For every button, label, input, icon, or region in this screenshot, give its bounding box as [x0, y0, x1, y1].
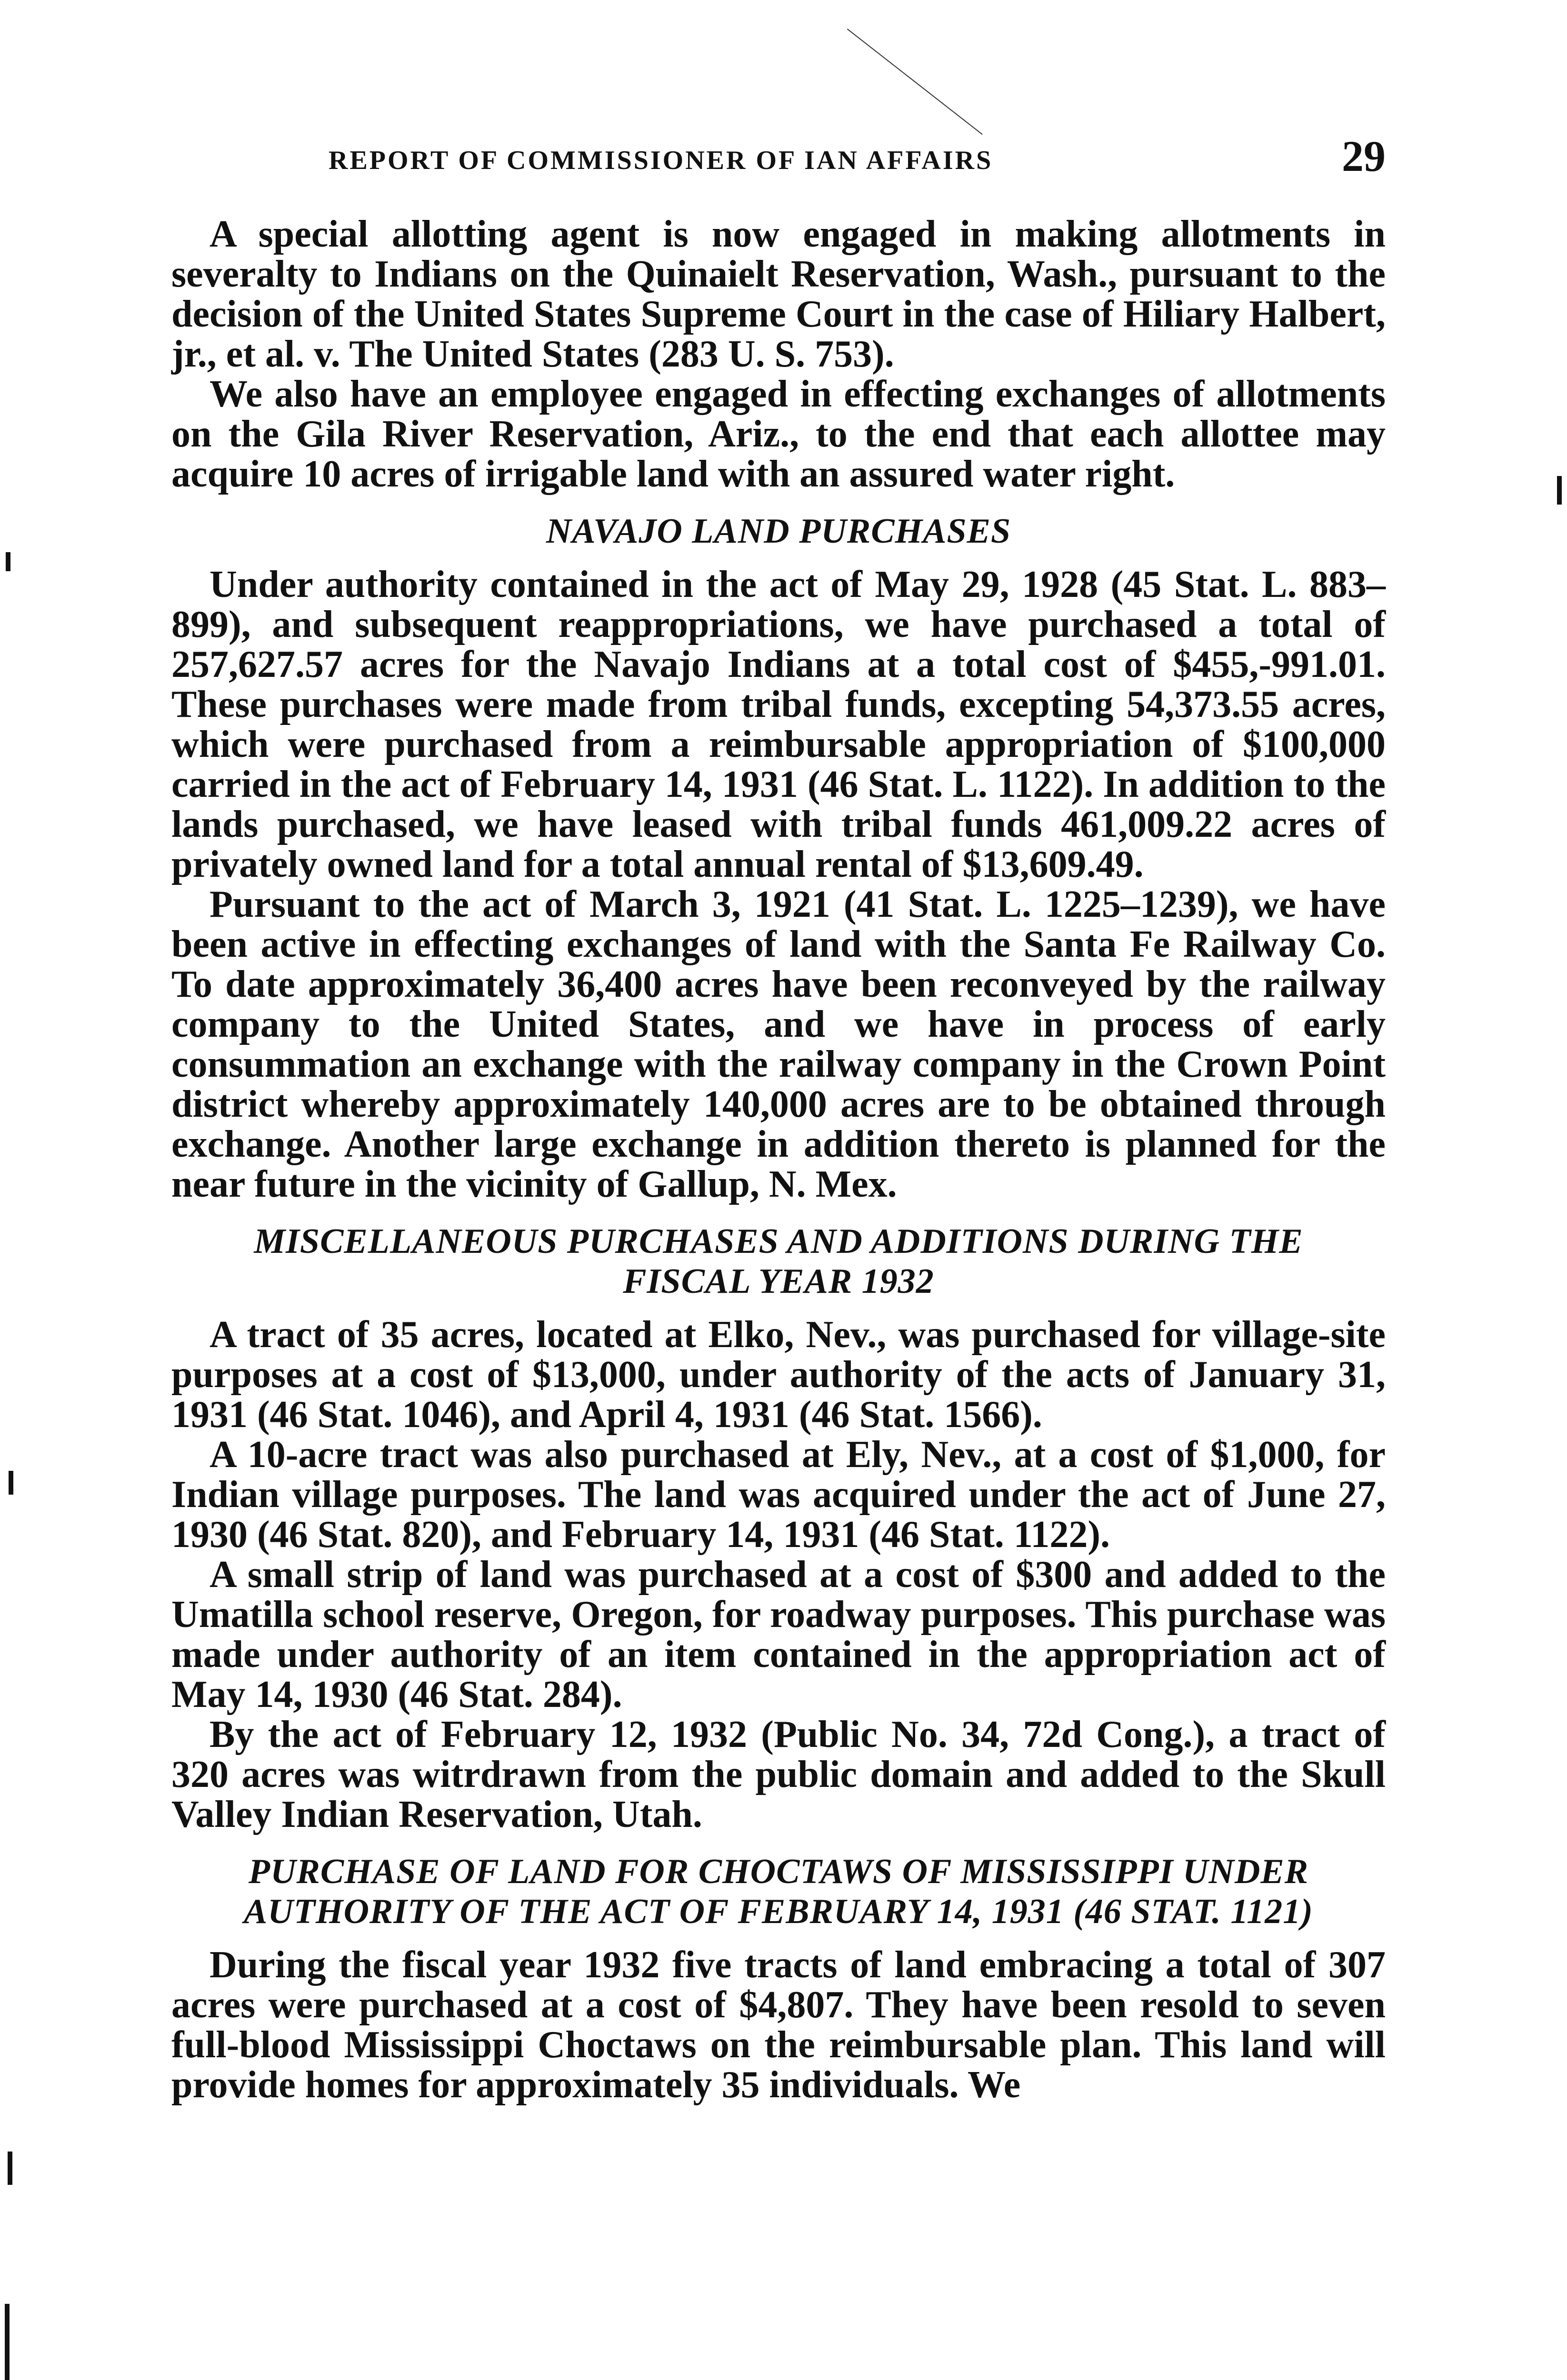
paragraph-choctaw-tracts: During the fiscal year 1932 five tracts of land embracing a total of 307 acres were purchased at a cost of $4,807. They have been resold to seven full-blood Mississippi Choctaws on the reimbursable plan. This land will provide homes for approximately 35 individuals. We [171, 1944, 1386, 2106]
scan-artifact-line [847, 29, 983, 135]
paragraph-gila-river: We also have an employee engaged in effecting exchanges of allotments on the Gila River Reservation, Ariz., to the end that each allottee may acquire 10 acres of irrigable land with an assured water right. [171, 373, 1386, 495]
paragraph-allotting-agent: A special allotting agent is now engaged in making allotments in severalty to Indians on the Quinaielt Reservation, Wash., pursuant to the decision of the United States Supreme Court in the case of Hiliary Halbert, jr., et al. v. The United States (283 U. S. 753). [171, 213, 1386, 375]
margin-binding-mark [8, 2152, 12, 2185]
heading-miscellaneous-purchases [171, 1221, 1386, 1301]
heading-navajo-text: NAVAJO LAND PURCHASES [546, 512, 1011, 551]
paragraph-ely-tract: A 10-acre tract was also purchased at Ely, Nev., at a cost of $1,000, for Indian village purposes. The land was acquired under the act of June 27, 1930 (46 Stat. 820), and February 14, 1931 (46 Stat. 1122). [171, 1434, 1386, 1556]
heading-misc-line-1: MISCELLANEOUS PURCHASES AND ADDITIONS DURING THE [254, 1222, 1303, 1261]
paragraph-navajo-purchases: Under authority contained in the act of May 29, 1928 (45 Stat. L. 883–899), and subsequent reappropriations, we have purchased a total of 257,627.57 acres for the Navajo Indians at a total cost of $455,-991.01. These purchases were made from tribal funds, excepting 54,373.55 acres, which were purchased from a reimbursable appropriation of $100,000 carried in the act of February 14, 1931 (46 Stat. L. 1122). In addition to the lands purchased, we have leased with tribal funds 461,009.22 acres of privately owned land for a total annual rental of $13,609.49. [171, 564, 1386, 885]
running-title: REPORT OF COMMISSIONER OF IAN AFFAIRS [329, 146, 993, 175]
heading-choctaw-purchase [171, 1852, 1386, 1932]
margin-binding-mark [6, 552, 10, 571]
margin-binding-mark [5, 2304, 10, 2380]
paragraph-skull-valley: By the act of February 12, 1932 (Public No. 34, 72d Cong.), a tract of 320 acres was witrdrawn from the public domain and added to the Skull Valley Indian Reservation, Utah. [171, 1714, 1386, 1835]
page-number: 29 [1342, 132, 1386, 180]
paragraph-elko-tract: A tract of 35 acres, located at Elko, Nev., was purchased for village-site purposes at a cost of $13,000, under authority of the acts of January 31, 1931 (46 Stat. 1046), and April 4, 1931 (46 Stat. 1566). [171, 1314, 1386, 1436]
body-text [171, 214, 1386, 2105]
heading-choctaw-line-1: PURCHASE OF LAND FOR CHOCTAWS OF MISSISSIPPI UNDER [248, 1852, 1309, 1891]
paragraph-umatilla-strip: A small strip of land was purchased at a cost of $300 and added to the Umatilla school reserve, Oregon, for roadway purposes. This purchase was made under authority of an item contained in the appropriation act of May 14, 1930 (46 Stat. 284). [171, 1554, 1386, 1716]
margin-binding-mark [1557, 476, 1562, 505]
margin-binding-mark [9, 1471, 13, 1495]
heading-navajo-land-purchases [171, 511, 1386, 551]
running-head [186, 132, 1386, 188]
paragraph-santa-fe-exchanges: Pursuant to the act of March 3, 1921 (41 Stat. L. 1225–1239), we have been active in effecting exchanges of land with the Santa Fe Railway Co. To date approximately 36,400 acres have been reconveyed by the railway company to the United States, and we have in process of early consummation an exchange with the railway company in the Crown Point district whereby approximately 140,000 acres are to be obtained through exchange. Another large exchange in addition thereto is planned for the near future in the vicinity of Gallup, N. Mex. [171, 883, 1386, 1205]
heading-misc-line-2: FISCAL YEAR 1932 [623, 1262, 934, 1301]
heading-choctaw-line-2: AUTHORITY OF THE ACT OF FEBRUARY 14, 1931 (46 STAT. 1121) [244, 1892, 1313, 1931]
